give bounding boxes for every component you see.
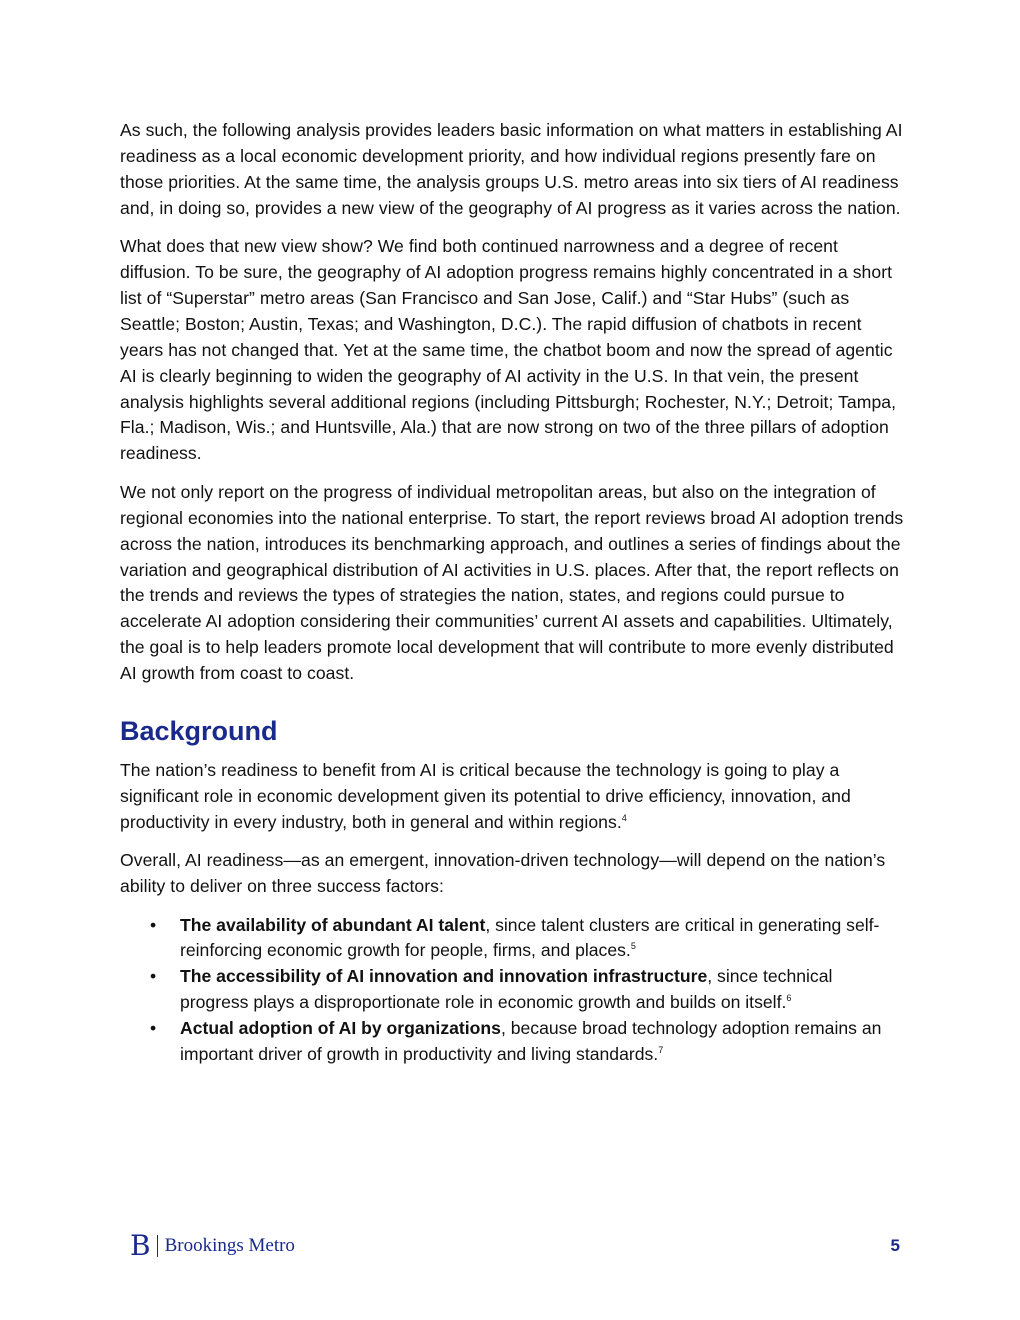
- bullet-icon: •: [150, 966, 157, 987]
- success-factors-list: [120, 913, 905, 1068]
- list-item: [120, 964, 905, 1016]
- list-item: [120, 1016, 905, 1068]
- bullet-icon: •: [150, 914, 157, 935]
- footnote-ref[interactable]: 7: [658, 1045, 664, 1056]
- page-footer: [120, 1228, 905, 1264]
- bullet-icon: •: [150, 1018, 157, 1039]
- body-paragraph: As such, the following analysis provides leaders basic information on what matters in establishing AI readiness as a local economic development priority, and how individual regions presently fare on those priorities. At the same time, the analysis groups U.S. metro areas into six tiers of AI readiness and, in doing so, provides a new view of the geography of AI progress as it varies across the nation.: [120, 120, 903, 218]
- footnote-ref[interactable]: 5: [630, 941, 636, 952]
- list-item-lead: The accessibility of AI innovation and innovation infrastructure: [180, 966, 708, 987]
- list-item-text: , since talent clusters are critical in generating self-reinforcing economic growth for people, firms, and places.: [180, 914, 880, 961]
- brookings-metro-logo: [130, 1230, 295, 1262]
- list-item-text: , since technical progress plays a disproportionate role in economic growth and builds on itself.: [180, 966, 833, 1013]
- page-content: [120, 118, 905, 1068]
- paragraph-text: The nation’s readiness to benefit from AI is critical because the technology is going to play a significant role in economic development given its potential to drive efficiency, innovation, and productivity in every industry, both in general and within regions.: [120, 760, 851, 832]
- body-paragraph: Overall, AI readiness—as an emergent, innovation-driven technology—will depend on the nation’s ability to deliver on three success factors:: [120, 850, 886, 897]
- body-paragraph: We not only report on the progress of individual metropolitan areas, but also on the integration of regional economies into the national enterprise. To start, the report reviews broad AI adoption trends across the nation, introduces its benchmarking approach, and outlines a series of findings about the variation and geographical distribution of AI activities in U.S. places. After that, the report reflects on the trends and reviews the types of strategies the nation, states, and regions could pursue to accelerate AI adoption considering their communities’ current AI assets and capabilities. Ultimately, the goal is to help leaders promote local development that will contribute to more evenly distributed AI growth from coast to coast.: [120, 481, 904, 684]
- list-item-text: , because broad technology adoption remains an important driver of growth in productivity and living standards.: [180, 1018, 882, 1065]
- page-number: 5: [890, 1236, 900, 1255]
- body-paragraph: What does that new view show? We find both continued narrowness and a degree of recent diffusion. To be sure, the geography of AI adoption progress remains highly concentrated in a short list of “Superstar” metro areas (San Francisco and San Jose, Calif.) and “Star Hubs” (such as Seattle; Boston; Austin, Texas; and Washington, D.C.). The rapid diffusion of chatbots in recent years has not changed that. Yet at the same time, the chatbot boom and now the spread of agentic AI is clearly beginning to widen the geography of AI activity in the U.S. In that vein, the present analysis highlights several additional regions (including Pittsburgh; Rochester, N.Y.; Detroit; Tampa, Fla.; Madison, Wis.; and Huntsville, Ala.) that are now strong on two of the three pillars of adoption readiness.: [120, 236, 897, 464]
- logo-divider: [157, 1235, 158, 1257]
- list-item-lead: The availability of abundant AI talent: [180, 914, 486, 935]
- logo-letter: B: [130, 1229, 151, 1262]
- list-item-lead: Actual adoption of AI by organizations: [180, 1018, 501, 1039]
- logo-wordmark: Brookings Metro: [164, 1235, 295, 1256]
- body-paragraph: [120, 758, 905, 836]
- section-heading: Background: [120, 716, 278, 747]
- footnote-ref[interactable]: 4: [621, 812, 627, 823]
- footnote-ref[interactable]: 6: [786, 993, 792, 1004]
- list-item: [120, 913, 905, 965]
